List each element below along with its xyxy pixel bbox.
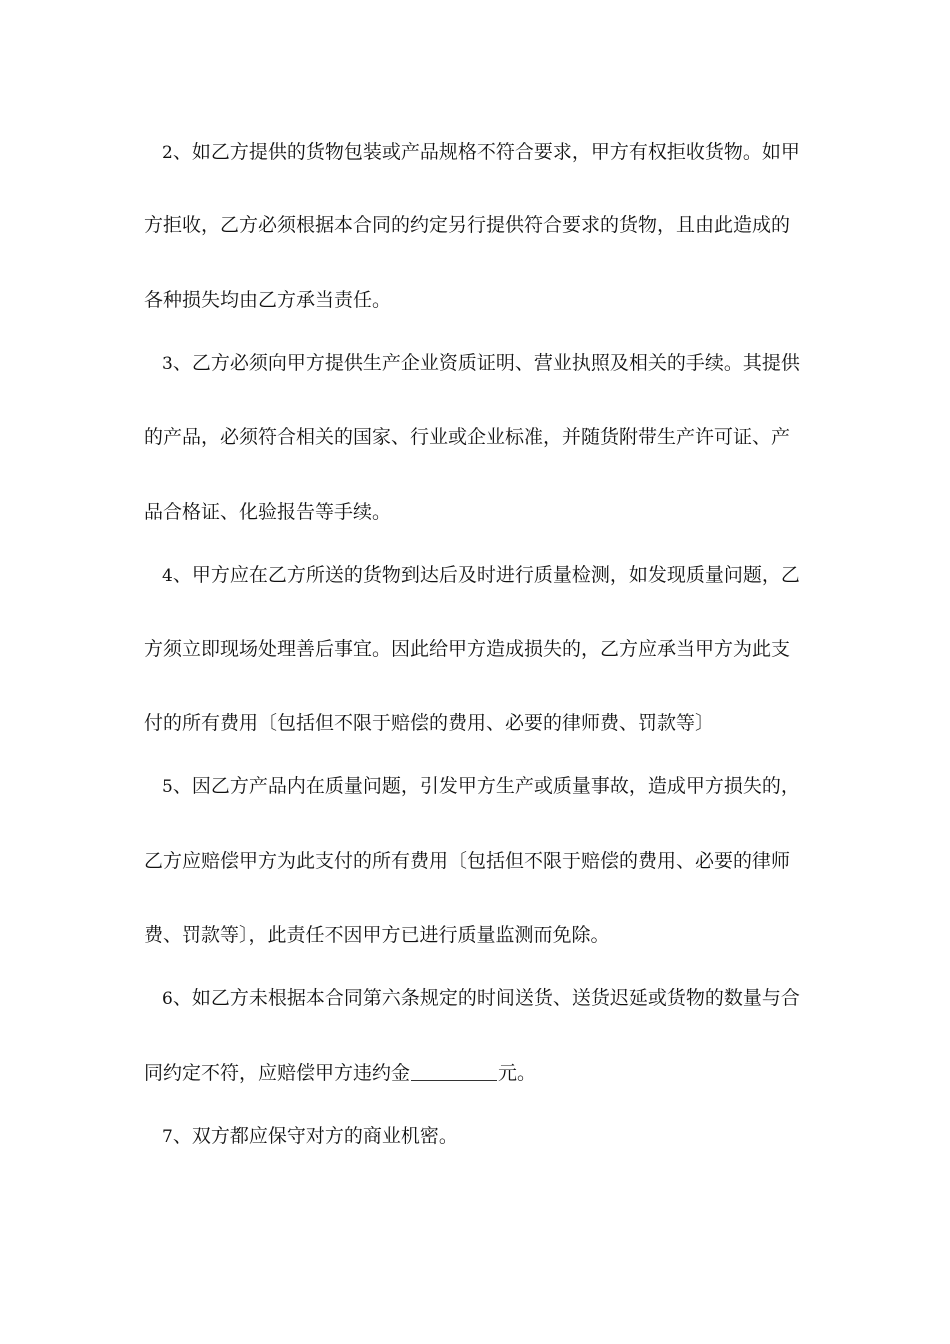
penalty-amount-blank — [411, 1062, 497, 1081]
clause-2-number: 2 — [162, 143, 173, 163]
clause-4-line-2: 方须立即现场处理善后事宜。因此给甲方造成损失的，乙方应承当甲方为此支 — [144, 638, 791, 660]
clause-5-text-1: 、因乙方产品内在质量问题，引发甲方生产或质量事故，造成甲方损失的， — [172, 775, 800, 797]
clause-4-number: 4 — [162, 566, 173, 586]
clause-4-line-1 — [162, 563, 832, 588]
clause-7-line-1 — [162, 1124, 832, 1149]
clause-2-text-1: 、如乙方提供的货物包装或产品规格不符合要求，甲方有权拒收货物。如甲 — [172, 141, 800, 163]
clause-6-text-after-blank: 元。 — [498, 1062, 537, 1084]
clause-3-line-3: 品合格证、化验报告等手续。 — [144, 501, 392, 523]
clause-4-line-3: 付的所有费用〔包括但不限于赔偿的费用、必要的律师费、罚款等〕 — [144, 712, 715, 734]
clause-3-line-1 — [162, 351, 832, 376]
clause-6-line-1 — [162, 986, 832, 1011]
clause-5-line-2: 乙方应赔偿甲方为此支付的所有费用〔包括但不限于赔偿的费用、必要的律师 — [144, 850, 791, 872]
clause-5-number: 5 — [162, 777, 173, 797]
clause-2-line-1 — [162, 140, 832, 165]
clause-2-line-2: 方拒收，乙方必须根据本合同的约定另行提供符合要求的货物，且由此造成的 — [144, 214, 791, 236]
clause-3-line-2: 的产品，必须符合相关的国家、行业或企业标准，并随货附带生产许可证、产 — [144, 426, 791, 448]
clause-6-line-2 — [144, 1061, 814, 1085]
clause-5-line-1 — [162, 774, 832, 799]
clause-7-text-1: 、双方都应保守对方的商业机密。 — [172, 1125, 458, 1147]
clause-3-number: 3 — [162, 354, 173, 374]
clause-6-number: 6 — [162, 989, 173, 1009]
clause-2-line-3: 各种损失均由乙方承当责任。 — [144, 289, 392, 311]
clause-3-text-1: 、乙方必须向甲方提供生产企业资质证明、营业执照及相关的手续。其提供 — [172, 352, 800, 374]
clause-6-text-1: 、如乙方未根据本合同第六条规定的时间送货、送货迟延或货物的数量与合 — [172, 987, 800, 1009]
clause-4-text-1: 、甲方应在乙方所送的货物到达后及时进行质量检测，如发现质量问题，乙 — [172, 564, 800, 586]
clause-7-number: 7 — [162, 1127, 173, 1147]
clause-5-line-3: 费、罚款等〕，此责任不因甲方已进行质量监测而免除。 — [144, 924, 610, 946]
clause-6-text-before-blank: 同约定不符，应赔偿甲方违约金 — [144, 1062, 411, 1084]
